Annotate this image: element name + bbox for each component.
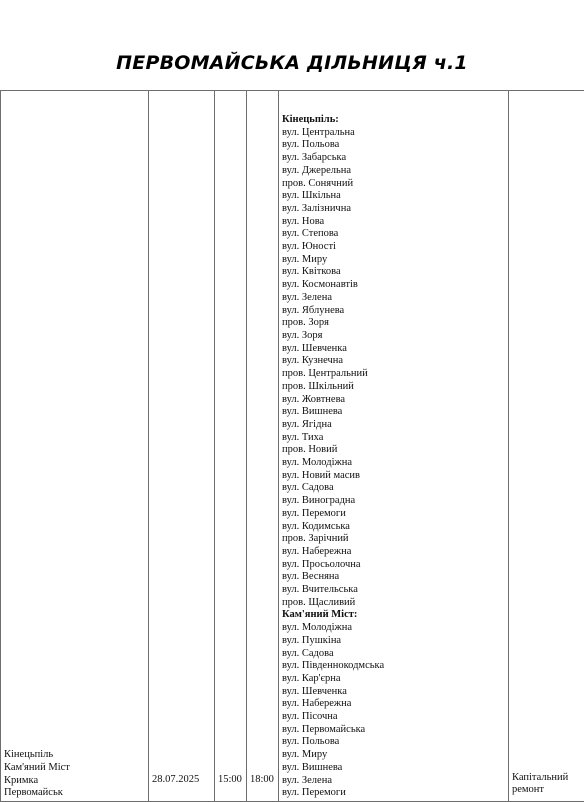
street-item: вул. Центральна (282, 127, 506, 140)
reason-cell (509, 91, 584, 802)
street-item: вул. Молодіжна (282, 457, 506, 470)
street-item: вул. Новий масив (282, 470, 506, 483)
table-row (1, 91, 584, 802)
street-item: вул. Шевченка (282, 686, 506, 699)
street-item: вул. Миру (282, 749, 506, 762)
street-item: вул. Яблунева (282, 305, 506, 318)
street-item: вул. Садова (282, 648, 506, 661)
settlement-name: Кам'яний Міст (4, 762, 146, 775)
street-item: вул. Польова (282, 139, 506, 152)
streets-cell (279, 91, 509, 802)
street-item: пров. Сонячний (282, 178, 506, 191)
street-item: пров. Зоря (282, 317, 506, 330)
street-item: вул. Вишнева (282, 762, 506, 775)
street-item: вул. Виноградна (282, 495, 506, 508)
time-from: 15:00 (218, 774, 242, 785)
street-item: вул. Перемоги (282, 508, 506, 521)
time-to: 18:00 (250, 774, 274, 785)
street-item: вул. Зоря (282, 330, 506, 343)
street-item: вул. Шевченка (282, 343, 506, 356)
street-item: вул. Пісочна (282, 711, 506, 724)
street-item: вул. Нова (282, 216, 506, 229)
street-item: вул. Весняна (282, 571, 506, 584)
street-item: вул. Садова (282, 482, 506, 495)
street-item: вул. Просьолочна (282, 559, 506, 572)
settlement-name: Кінецьпіль (4, 749, 146, 762)
street-item: вул. Перемоги (282, 787, 506, 800)
street-item: вул. Космонавтів (282, 279, 506, 292)
street-item: вул. Кар'єрна (282, 673, 506, 686)
settlement-name: Первомайськ (4, 787, 146, 800)
outage-schedule-table (0, 90, 584, 802)
street-item: вул. Пушкіна (282, 635, 506, 648)
street-item: вул. Вишнева (282, 406, 506, 419)
street-item: пров. Зарічний (282, 533, 506, 546)
street-item: вул. Тиха (282, 432, 506, 445)
street-item: вул. Кузнечна (282, 355, 506, 368)
street-item: вул. Шкільна (282, 190, 506, 203)
street-item: вул. Степова (282, 228, 506, 241)
street-item: вул. Забарська (282, 152, 506, 165)
street-item: вул. Первомайська (282, 724, 506, 737)
street-item: вул. Польова (282, 736, 506, 749)
street-item: вул. Молодіжна (282, 622, 506, 635)
street-item: вул. Зелена (282, 775, 506, 788)
street-item: вул. Миру (282, 254, 506, 267)
outage-date: 28.07.2025 (152, 774, 199, 785)
street-item: вул. Кодимська (282, 521, 506, 534)
street-item: вул. Набережна (282, 698, 506, 711)
street-item: вул. Залізнична (282, 203, 506, 216)
street-item: вул. Вчительська (282, 584, 506, 597)
street-item: вул. Джерельна (282, 165, 506, 178)
time-from-cell (215, 91, 247, 802)
street-item: вул. Зелена (282, 292, 506, 305)
settlement-heading: Кінецьпіль: (282, 114, 506, 127)
street-item: вул. Південнокодмська (282, 660, 506, 673)
settlement-name: Кримка (4, 775, 146, 788)
street-item: вул. Ягідна (282, 419, 506, 432)
outage-reason: Капітальний ремонт (512, 772, 568, 796)
settlements-cell (1, 91, 149, 802)
date-cell (149, 91, 215, 802)
street-item: вул. Набережна (282, 546, 506, 559)
streets-list (282, 114, 506, 800)
street-item: пров. Новий (282, 444, 506, 457)
settlement-heading: Кам'яний Міст: (282, 609, 506, 622)
street-item: пров. Щасливий (282, 597, 506, 610)
street-item: вул. Жовтнева (282, 394, 506, 407)
street-item: вул. Юності (282, 241, 506, 254)
street-item: вул. Квіткова (282, 266, 506, 279)
page-title: ПЕРВОМАЙСЬКА ДІЛЬНИЦЯ ч.1 (0, 52, 584, 74)
street-item: пров. Центральний (282, 368, 506, 381)
street-item: пров. Шкільний (282, 381, 506, 394)
time-to-cell (247, 91, 279, 802)
